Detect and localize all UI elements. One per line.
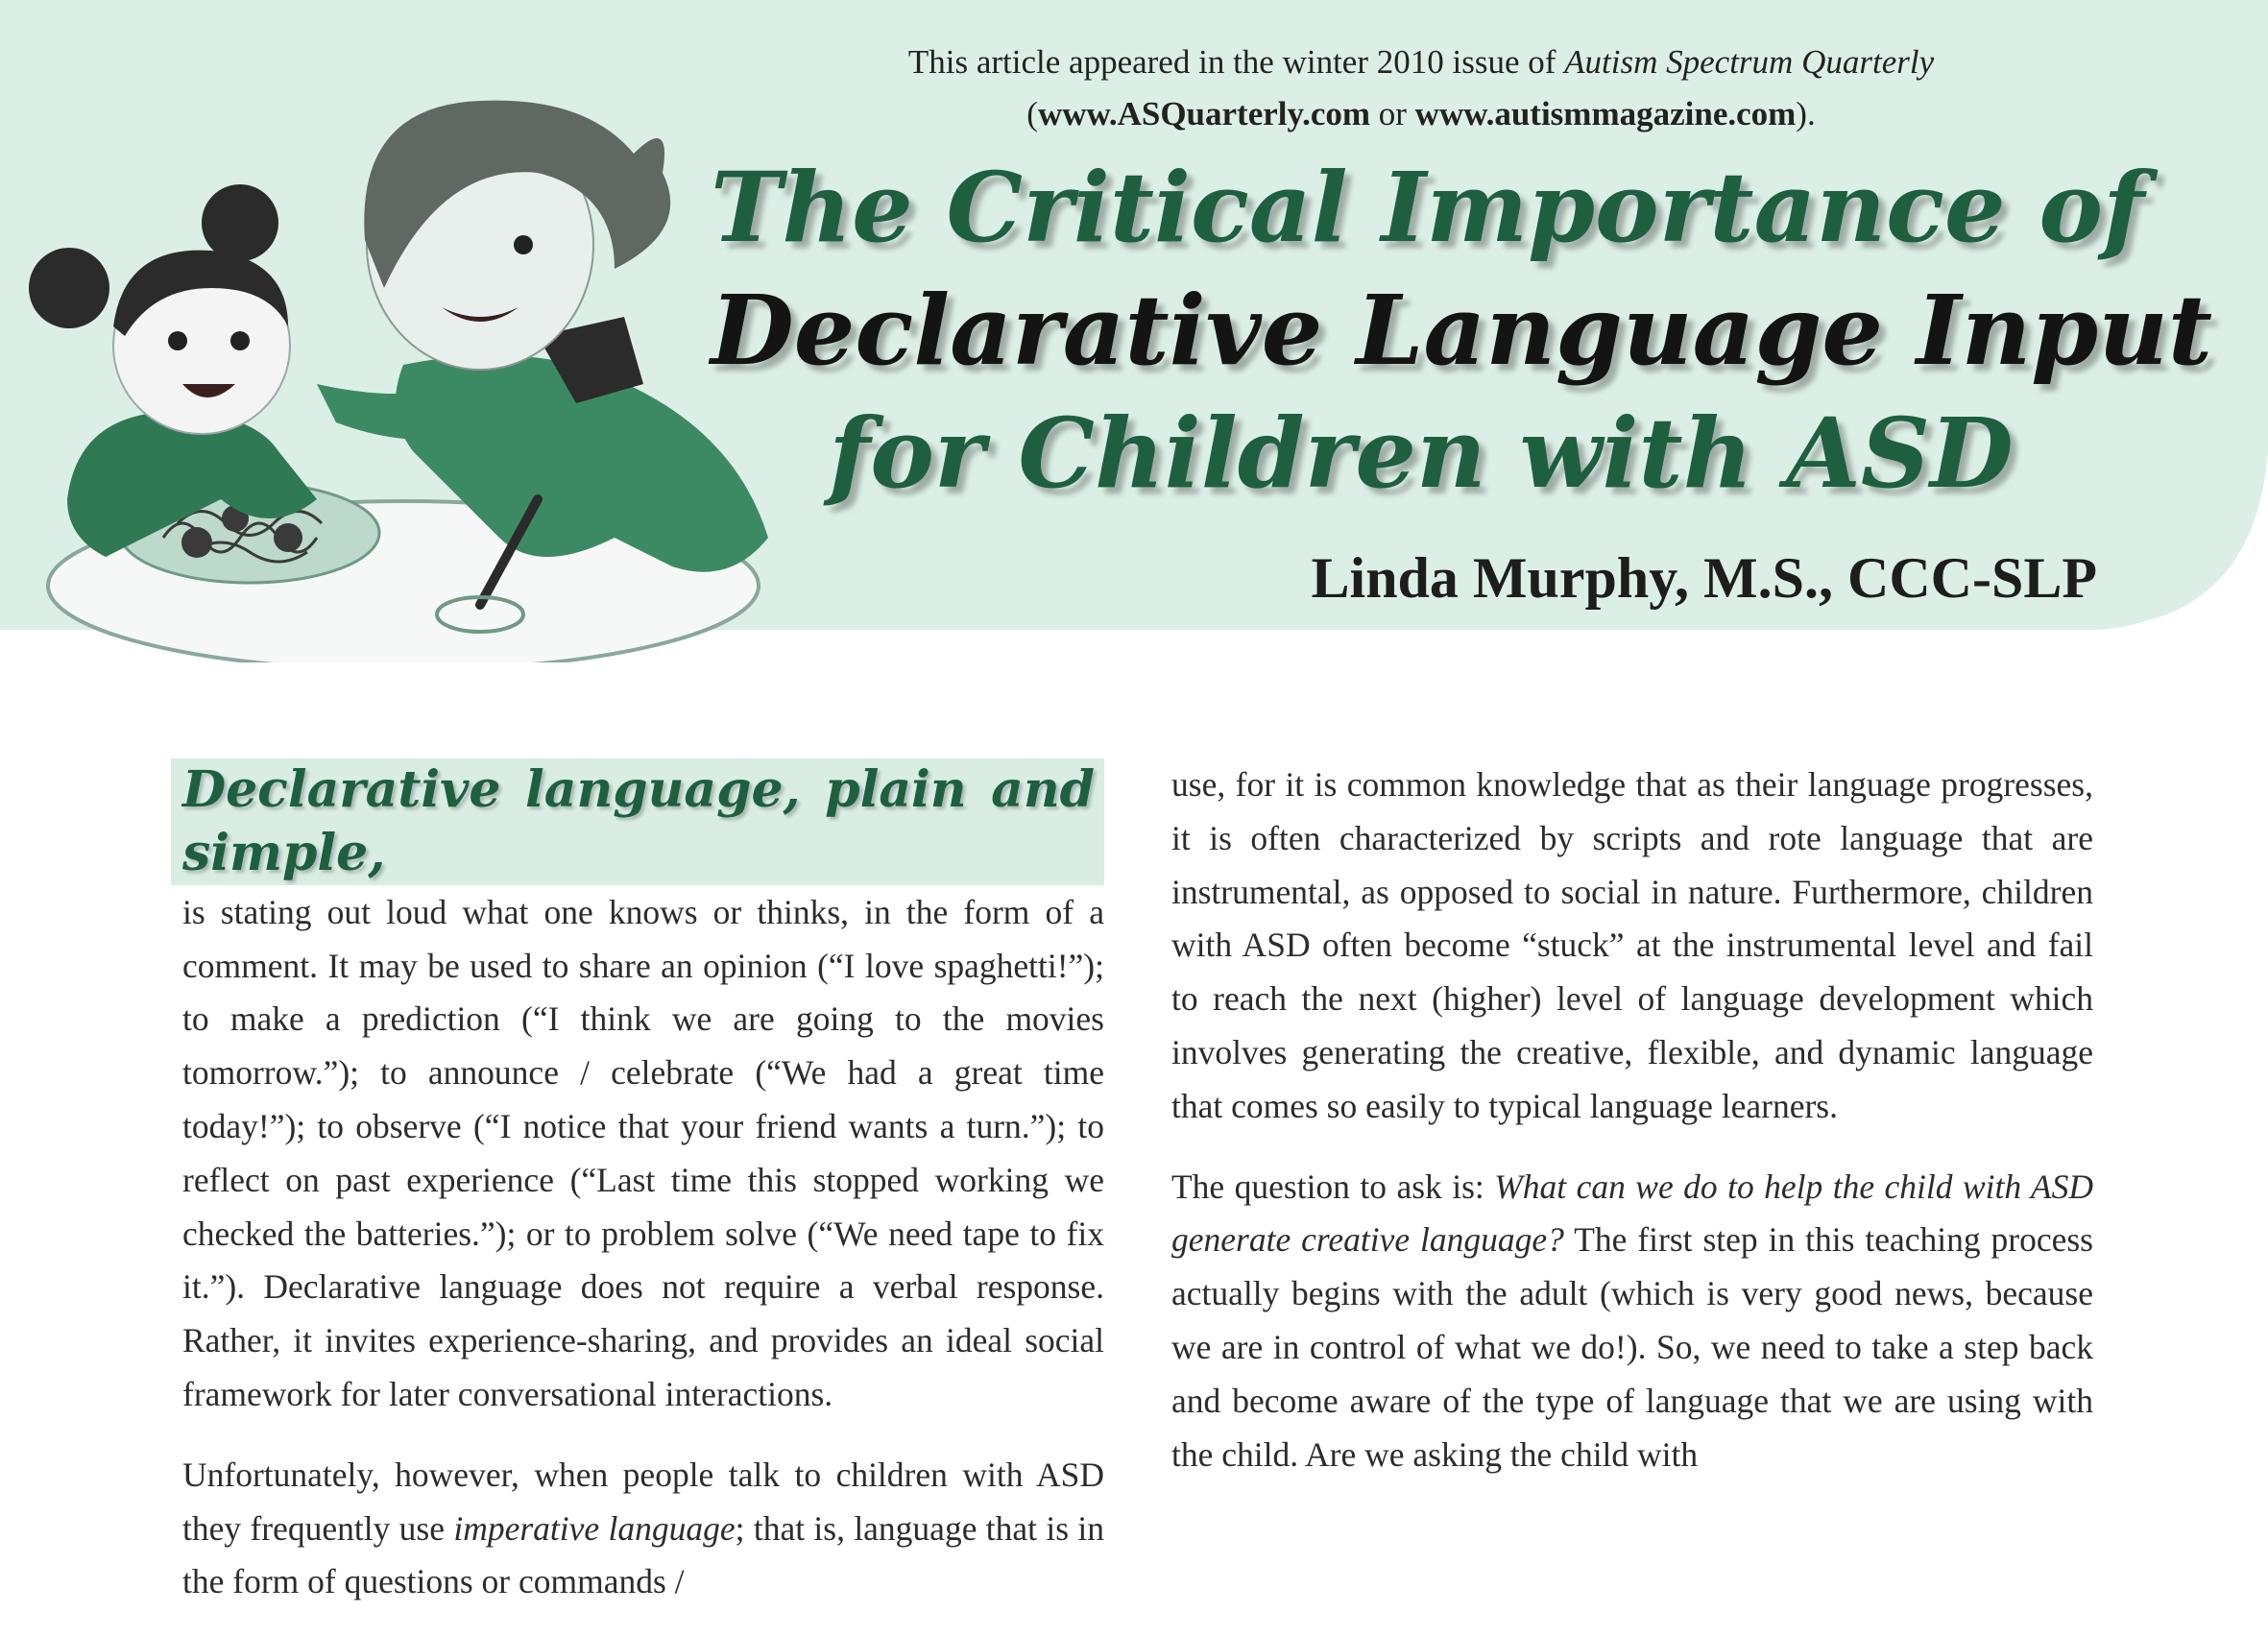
- title-line-3: for Children with ASD: [829, 397, 2014, 510]
- notice-line-2: (www.ASQuarterly.com or www.autismmagazine.com).: [1026, 95, 1816, 132]
- author-name: Linda Murphy, M.S., CCC-SLP: [1311, 546, 2097, 610]
- publication-notice: [711, 36, 2132, 140]
- paragraph-3: use, for it is common knowledge that as their language progresses, it is often characterized by scripts and rote language that are instrumental, as opposed to social in nature. Furthermore, children with ASD often become “stuck” at the instrumental level and fail to reach the next (higher) level of language development which involves generating the creative, flexible, and dynamic language that comes so easily to typical language learners.: [1171, 765, 2093, 1125]
- paragraph-4: The question to ask is: What can we do to help the child with ASD generate creative language? The first step in this teaching process actually begins with the adult (which is very good news, because we are in control of what we do!). So, we need to take a step back and become aware of the type of language that we are using with the child. Are we asking the child with: [1171, 1167, 2094, 1474]
- asq-url-link[interactable]: www.ASQuarterly.com: [1037, 95, 1371, 132]
- title-line-1: The Critical Importance of: [711, 151, 2145, 264]
- article-column-right: [1171, 758, 2093, 1508]
- title-line-2: Declarative Language Input: [711, 274, 2213, 387]
- article-title: [711, 146, 2213, 515]
- autism-magazine-url-link[interactable]: www.autismmagazine.com: [1414, 95, 1797, 132]
- imperative-language-term: imperative language: [453, 1508, 736, 1548]
- notice-line-1: This article appeared in the winter 2010 issue of Autism Spectrum Quarterly: [907, 43, 1935, 81]
- lead-heading: Declarative language, plain and simple,: [171, 758, 1104, 885]
- key-question: What can we do to help the child with ASD generate creative language?: [1171, 1167, 2094, 1260]
- magazine-name: Autism Spectrum Quarterly: [1564, 43, 1935, 81]
- paragraph-1: Declarative language, plain and simple, is stating out loud what one knows or thinks, in the form of a comment. It may be used to share an opinion (“I love spaghetti!”); to make a prediction (“I think we are going to the movies tomorrow.”); to announce / celebrate (“We had a great time today!”); to observe (“I notice that your friend wants a turn.”); to reflect on past experience (“Last time this stopped working we checked the batteries.”); or to problem solve (“We need tape to fix it.”). Declarative language does not require a verbal response. Rather, it invites experience-sharing, and provides an ideal social framework for later conversational interactions.: [182, 758, 1104, 1422]
- article-column-left: [182, 758, 1104, 1636]
- paragraph-2: Unfortunately, however, when people talk to children with ASD they frequently use imperative language; that is, language that is in the form of questions or commands /: [182, 1455, 1104, 1601]
